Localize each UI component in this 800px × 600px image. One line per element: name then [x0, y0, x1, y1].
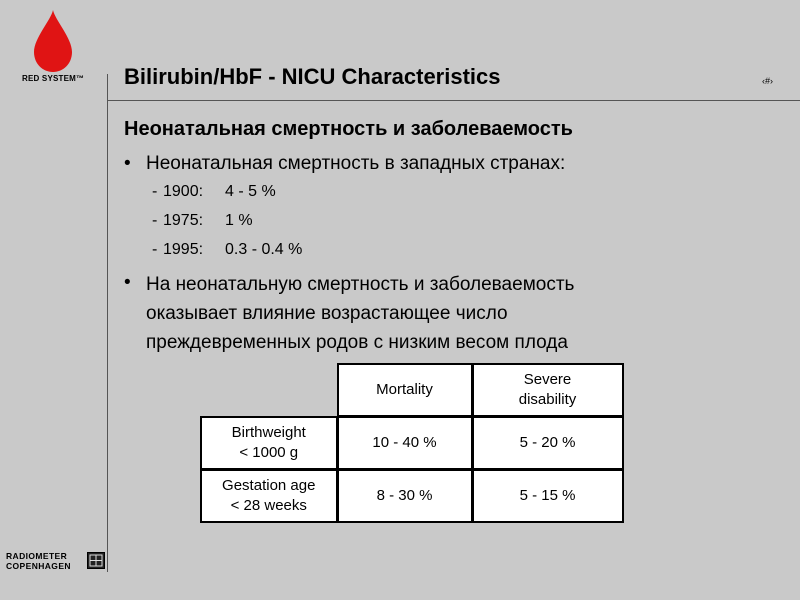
- bullet-dot: •: [124, 153, 131, 174]
- value-cell: [337, 470, 472, 523]
- header-mortality: Mortality: [338, 364, 472, 416]
- radiometer-logo: [6, 550, 102, 572]
- radiometer-emblem-icon: [87, 552, 105, 569]
- mortality-value: 10 - 40 %: [338, 417, 472, 469]
- value-cell: [472, 470, 623, 523]
- rate-value: 0.3 - 0.4 %: [225, 241, 303, 258]
- slide-title: Bilirubin/HbF - NICU Characteristics: [124, 64, 501, 89]
- brand-line: RADIOMETER: [6, 551, 68, 561]
- disability-value: 5 - 15 %: [473, 470, 623, 522]
- bullet-dot: •: [124, 272, 131, 293]
- table-row: [201, 417, 624, 470]
- rate-value: 4 - 5 %: [225, 183, 276, 200]
- row-label-cell: [201, 470, 338, 523]
- section-subtitle: Неонатальная смертность и заболеваемость: [124, 118, 573, 140]
- header-line: Severe: [523, 371, 572, 388]
- disability-value: 5 - 20 %: [473, 417, 623, 469]
- dash-icon: -: [152, 212, 158, 229]
- dash-icon: -: [152, 183, 158, 200]
- bullet-text: [146, 270, 574, 357]
- year-label: 1975:: [163, 212, 204, 229]
- year-label: 1900:: [163, 183, 204, 200]
- row-label-line: Birthweight: [231, 424, 306, 441]
- header-cell: [472, 364, 623, 417]
- vertical-divider: [107, 74, 108, 572]
- header-line: disability: [518, 391, 577, 408]
- horizontal-divider: [108, 100, 800, 101]
- rate-value: 1 %: [225, 212, 253, 229]
- brand-wordmark: [6, 551, 71, 571]
- red-drop-icon: [30, 8, 76, 74]
- value-cell: [337, 417, 472, 470]
- bullet-line: На неонатальную смертность и заболеваемость: [146, 274, 575, 295]
- row-label-line: < 28 weeks: [230, 497, 307, 514]
- slide-number: ‹#›: [762, 76, 773, 86]
- row-label-line: < 1000 g: [239, 444, 299, 461]
- header-cell: [337, 364, 472, 417]
- row-label: [201, 470, 337, 522]
- header-severe-disability: [473, 364, 623, 416]
- bullet-line: оказывает влияние возрастающее число: [146, 303, 508, 324]
- bullet-line: преждевременных родов с низким весом плода: [146, 332, 568, 353]
- dash-icon: -: [152, 241, 158, 258]
- table-header-row: [201, 364, 624, 417]
- value-cell: [472, 417, 623, 470]
- brand-line: COPENHAGEN: [6, 561, 71, 571]
- row-label-line: Gestation age: [222, 477, 316, 494]
- row-label-cell: [201, 417, 338, 470]
- table-row: [201, 470, 624, 523]
- brand-label: RED SYSTEM™: [22, 74, 85, 83]
- statistics-table: [200, 363, 624, 523]
- mortality-value: 8 - 30 %: [338, 470, 472, 522]
- empty-corner-cell: [201, 364, 338, 417]
- row-label: [201, 417, 337, 469]
- bullet-text: Неонатальная смертность в западных странах:: [146, 153, 566, 174]
- year-label: 1995:: [163, 241, 204, 258]
